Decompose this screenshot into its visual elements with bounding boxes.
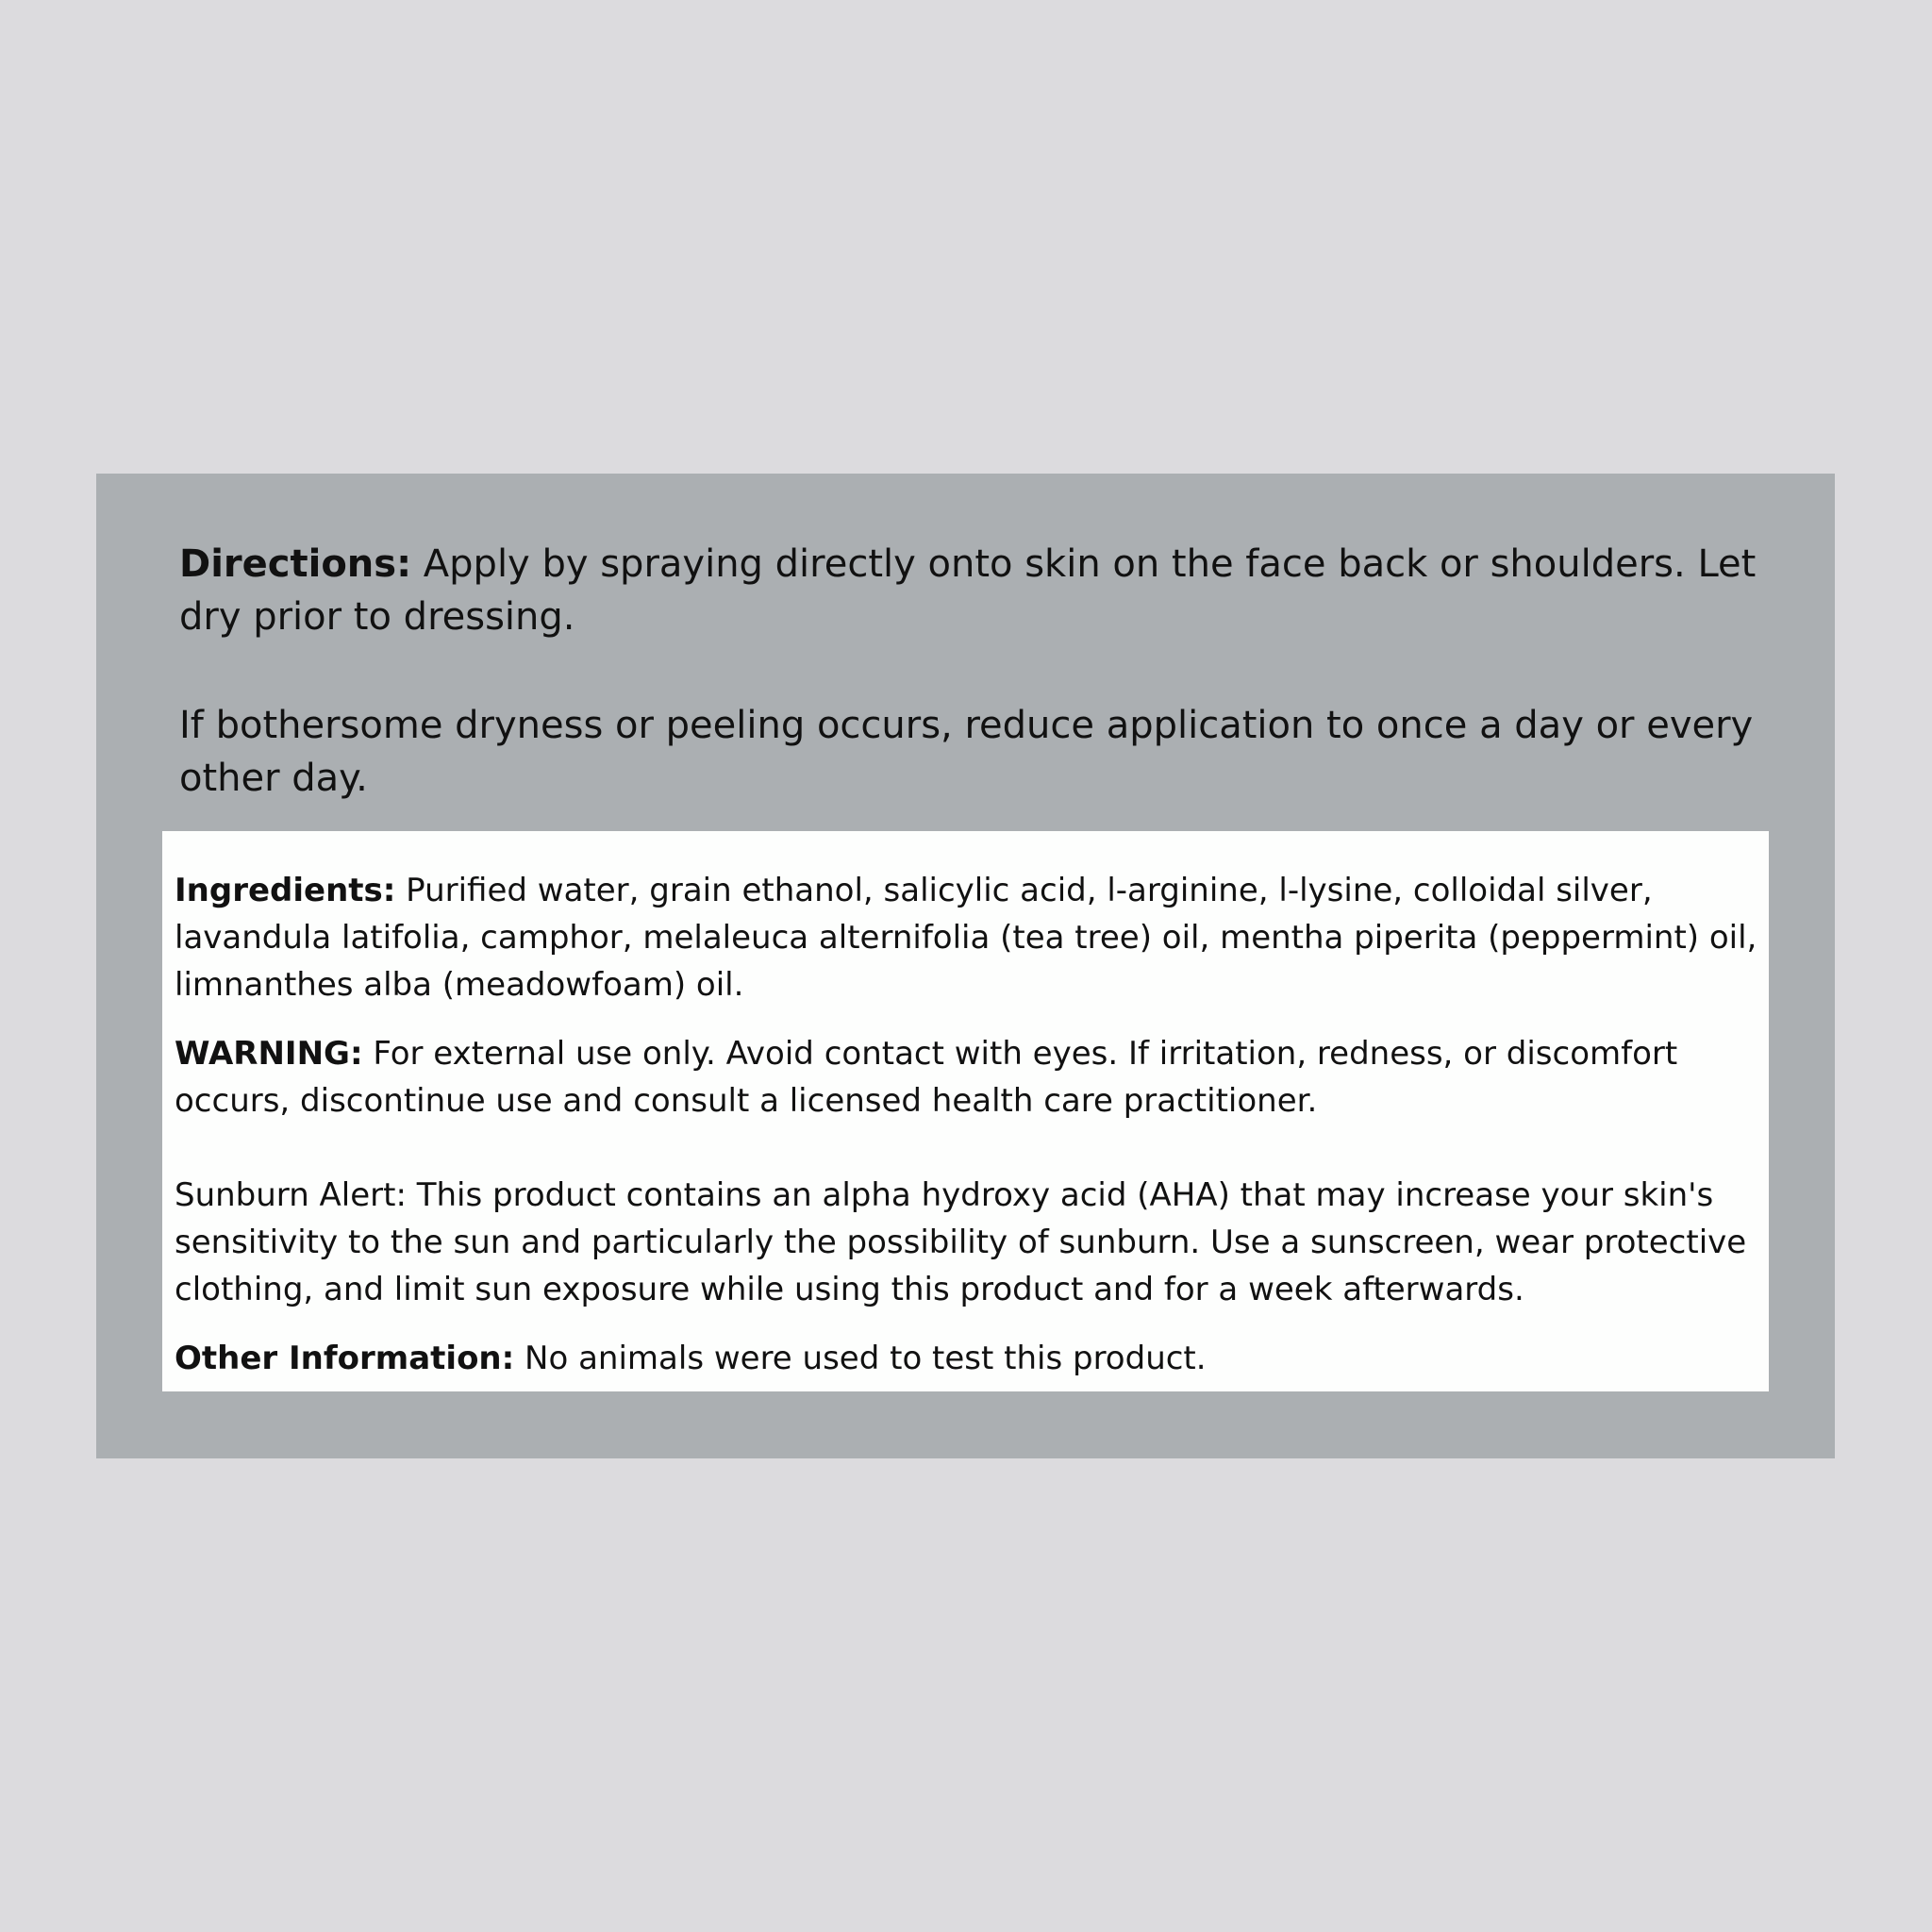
directions-label: Directions:	[179, 542, 412, 586]
other-information-label: Other Information:	[175, 1340, 515, 1377]
ingredients-paragraph	[175, 867, 1762, 1008]
directions-paragraph	[179, 538, 1783, 643]
info-content	[175, 867, 1762, 1382]
label-panel	[96, 474, 1835, 1458]
directions-text: Apply by spraying directly onto skin on the face back or shoulders. Let dry prior to dressing.	[179, 542, 1757, 639]
other-information-text: No animals were used to test this product.	[514, 1340, 1207, 1377]
warning-text: For external use only. Avoid contact with eyes. If irritation, redness, or discomfort occurs, discontinue use and consult a licensed health care practitioner.	[175, 1035, 1678, 1120]
ingredients-text: Purified water, grain ethanol, salicylic acid, l-arginine, l-lysine, colloidal silver, lavandula latifolia, camphor, melaleuca alternifolia (tea tree) oil, mentha piperita (peppermint) oil, limnanthes alba (meadowfoam) oil.	[175, 872, 1757, 1004]
ingredients-label: Ingredients:	[175, 872, 396, 909]
directions-note: If bothersome dryness or peeling occurs, reduce application to once a day or every other day.	[179, 704, 1754, 800]
other-information-paragraph	[175, 1335, 1762, 1382]
warning-paragraph	[175, 1030, 1762, 1124]
warning-label: WARNING:	[175, 1035, 363, 1073]
sunburn-alert-paragraph: Sunburn Alert: This product contains an alpha hydroxy acid (AHA) that may increase your skin's sensitivity to the sun and particularly the possibility of sunburn. Use a sunscreen, wear protective clothing, and limit sun exposure while using this product and for a week afterwards.	[175, 1176, 1747, 1308]
info-box	[162, 831, 1769, 1391]
directions-section	[179, 538, 1783, 805]
